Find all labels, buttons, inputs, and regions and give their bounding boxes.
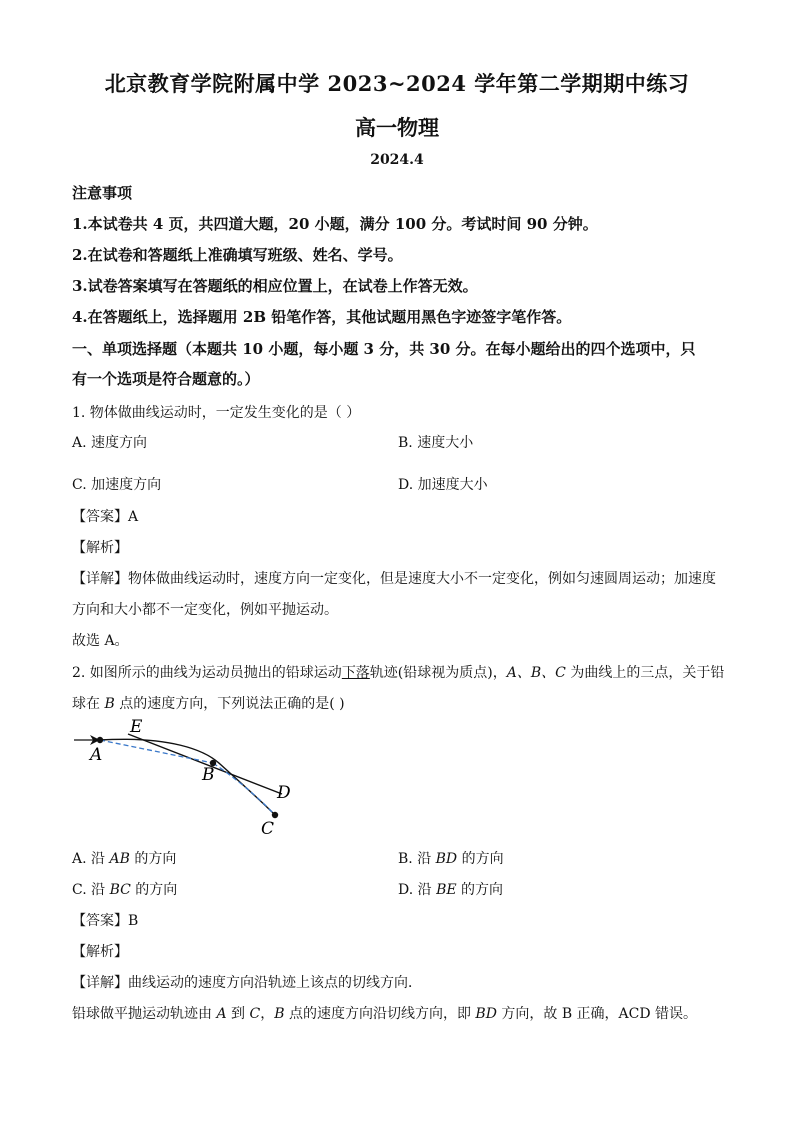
q1-detail-line2: 方向和大小都不一定变化，例如平抛运动。 [72, 602, 338, 618]
section-heading-line1: 一、单项选择题（本题共 10 小题，每小题 3 分，共 30 分。在每小题给出的四个选项中，只 [72, 340, 696, 358]
trajectory-figure [70, 712, 310, 842]
q2-detail2-b: A [216, 1006, 227, 1022]
q1-option-c: C. 加速度方向 [72, 477, 162, 493]
q2-stem-line1 [72, 662, 724, 682]
q2-stem-line2 [72, 693, 345, 713]
label-e: E [130, 717, 143, 737]
q2-option-b-var: BD [435, 851, 458, 867]
q2-detail2-f: B [274, 1006, 285, 1022]
exam-title: 北京教育学院附属中学 2023~2024 学年第二学期期中练习 [104, 71, 690, 96]
q1-stem: 1. 物体做曲线运动时，一定发生变化的是（ ） [72, 405, 361, 421]
q2-option-b-prefix: B. 沿 [398, 851, 436, 867]
q1-option-b: B. 速度大小 [398, 435, 474, 451]
q1-option-a: A. 速度方向 [72, 435, 148, 451]
label-c: C [261, 819, 275, 839]
q2-detail-line1: 【详解】曲线运动的速度方向沿轨迹上该点的切线方向． [72, 975, 422, 991]
q2-detail2-i: 方向，故 B 正确，ACD 错误。 [496, 1006, 698, 1022]
label-a: A [90, 745, 103, 765]
q2-stem-text-d: 为曲线上的三点，关于铅 [565, 665, 725, 681]
q2-option-d-var: BE [436, 882, 457, 898]
q2-stem2-text-c: 点的速度方向，下列说法正确的是( ) [114, 696, 345, 712]
point-a [97, 737, 103, 743]
q2-option-a [72, 848, 176, 868]
q2-option-a-prefix: A. 沿 [72, 851, 110, 867]
q2-stem2-point: B [104, 696, 115, 712]
q2-option-c-suffix: 的方向 [130, 882, 178, 898]
q2-detail-line2 [72, 1003, 697, 1023]
note-item-3: 3.试卷答案填写在答题纸的相应位置上，在试卷上作答无效。 [72, 277, 478, 295]
q2-option-a-suffix: 的方向 [129, 851, 177, 867]
point-c [272, 812, 278, 818]
note-item-1: 1.本试卷共 4 页，共四道大题，20 小题，满分 100 分。考试时间 90 分钟。 [72, 215, 598, 233]
q1-option-d: D. 加速度大小 [398, 477, 488, 493]
q2-option-c-var: BC [109, 882, 131, 898]
q2-option-d-prefix: D. 沿 [398, 882, 437, 898]
q1-detail-line1: 【详解】物体做曲线运动时，速度方向一定变化，但是速度大小不一定变化，例如匀速圆周运动；加速度 [72, 571, 716, 587]
q2-option-d-suffix: 的方向 [456, 882, 504, 898]
exam-date: 2024.4 [370, 152, 424, 168]
label-d: D [277, 783, 291, 803]
q2-detail2-d: C [249, 1006, 261, 1022]
notes-heading: 注意事项 [72, 184, 133, 202]
exam-subject: 高一物理 [355, 115, 439, 140]
q2-stem-text-a: 2. 如图所示的曲线为运动员抛出的铅球运动 [72, 665, 342, 681]
q2-stem-text-b: 轨迹(铅球视为质点)， [369, 665, 507, 681]
tangent-line [128, 734, 282, 794]
q2-option-a-var: AB [109, 851, 130, 867]
q2-detail2-h: BD [475, 1006, 497, 1022]
q1-conclusion: 故选 A。 [72, 633, 129, 649]
q2-stem-points: A、B、C [506, 665, 566, 681]
q2-option-c [72, 879, 177, 899]
note-item-4: 4.在答题纸上，选择题用 2B 铅笔作答，其他试题用黑色字迹签字笔作答。 [72, 308, 572, 326]
q2-stem-underlined: 下落 [341, 665, 370, 681]
trajectory-curve [100, 739, 275, 815]
q2-answer: 【答案】B [72, 913, 139, 929]
label-b: B [202, 765, 215, 785]
q2-option-b-suffix: 的方向 [457, 851, 504, 867]
q2-detail2-e: ， [260, 1006, 275, 1022]
q2-option-c-prefix: C. 沿 [72, 882, 110, 898]
q2-option-b [398, 848, 504, 868]
q2-detail2-c: 到 [226, 1006, 250, 1022]
q2-option-d [398, 879, 503, 899]
note-item-2: 2.在试卷和答题纸上准确填写班级、姓名、学号。 [72, 246, 403, 264]
section-heading-line2: 有一个选项是符合题意的。） [72, 370, 260, 388]
q1-analysis: 【解析】 [72, 540, 128, 556]
q1-answer: 【答案】A [72, 509, 139, 525]
q2-stem2-text-a: 球在 [72, 696, 105, 712]
chord-ab [100, 740, 213, 763]
q2-analysis: 【解析】 [72, 944, 128, 960]
q2-detail2-a: 铅球做平抛运动轨迹由 [72, 1006, 217, 1022]
q2-detail2-g: 点的速度方向沿切线方向，即 [284, 1006, 476, 1022]
